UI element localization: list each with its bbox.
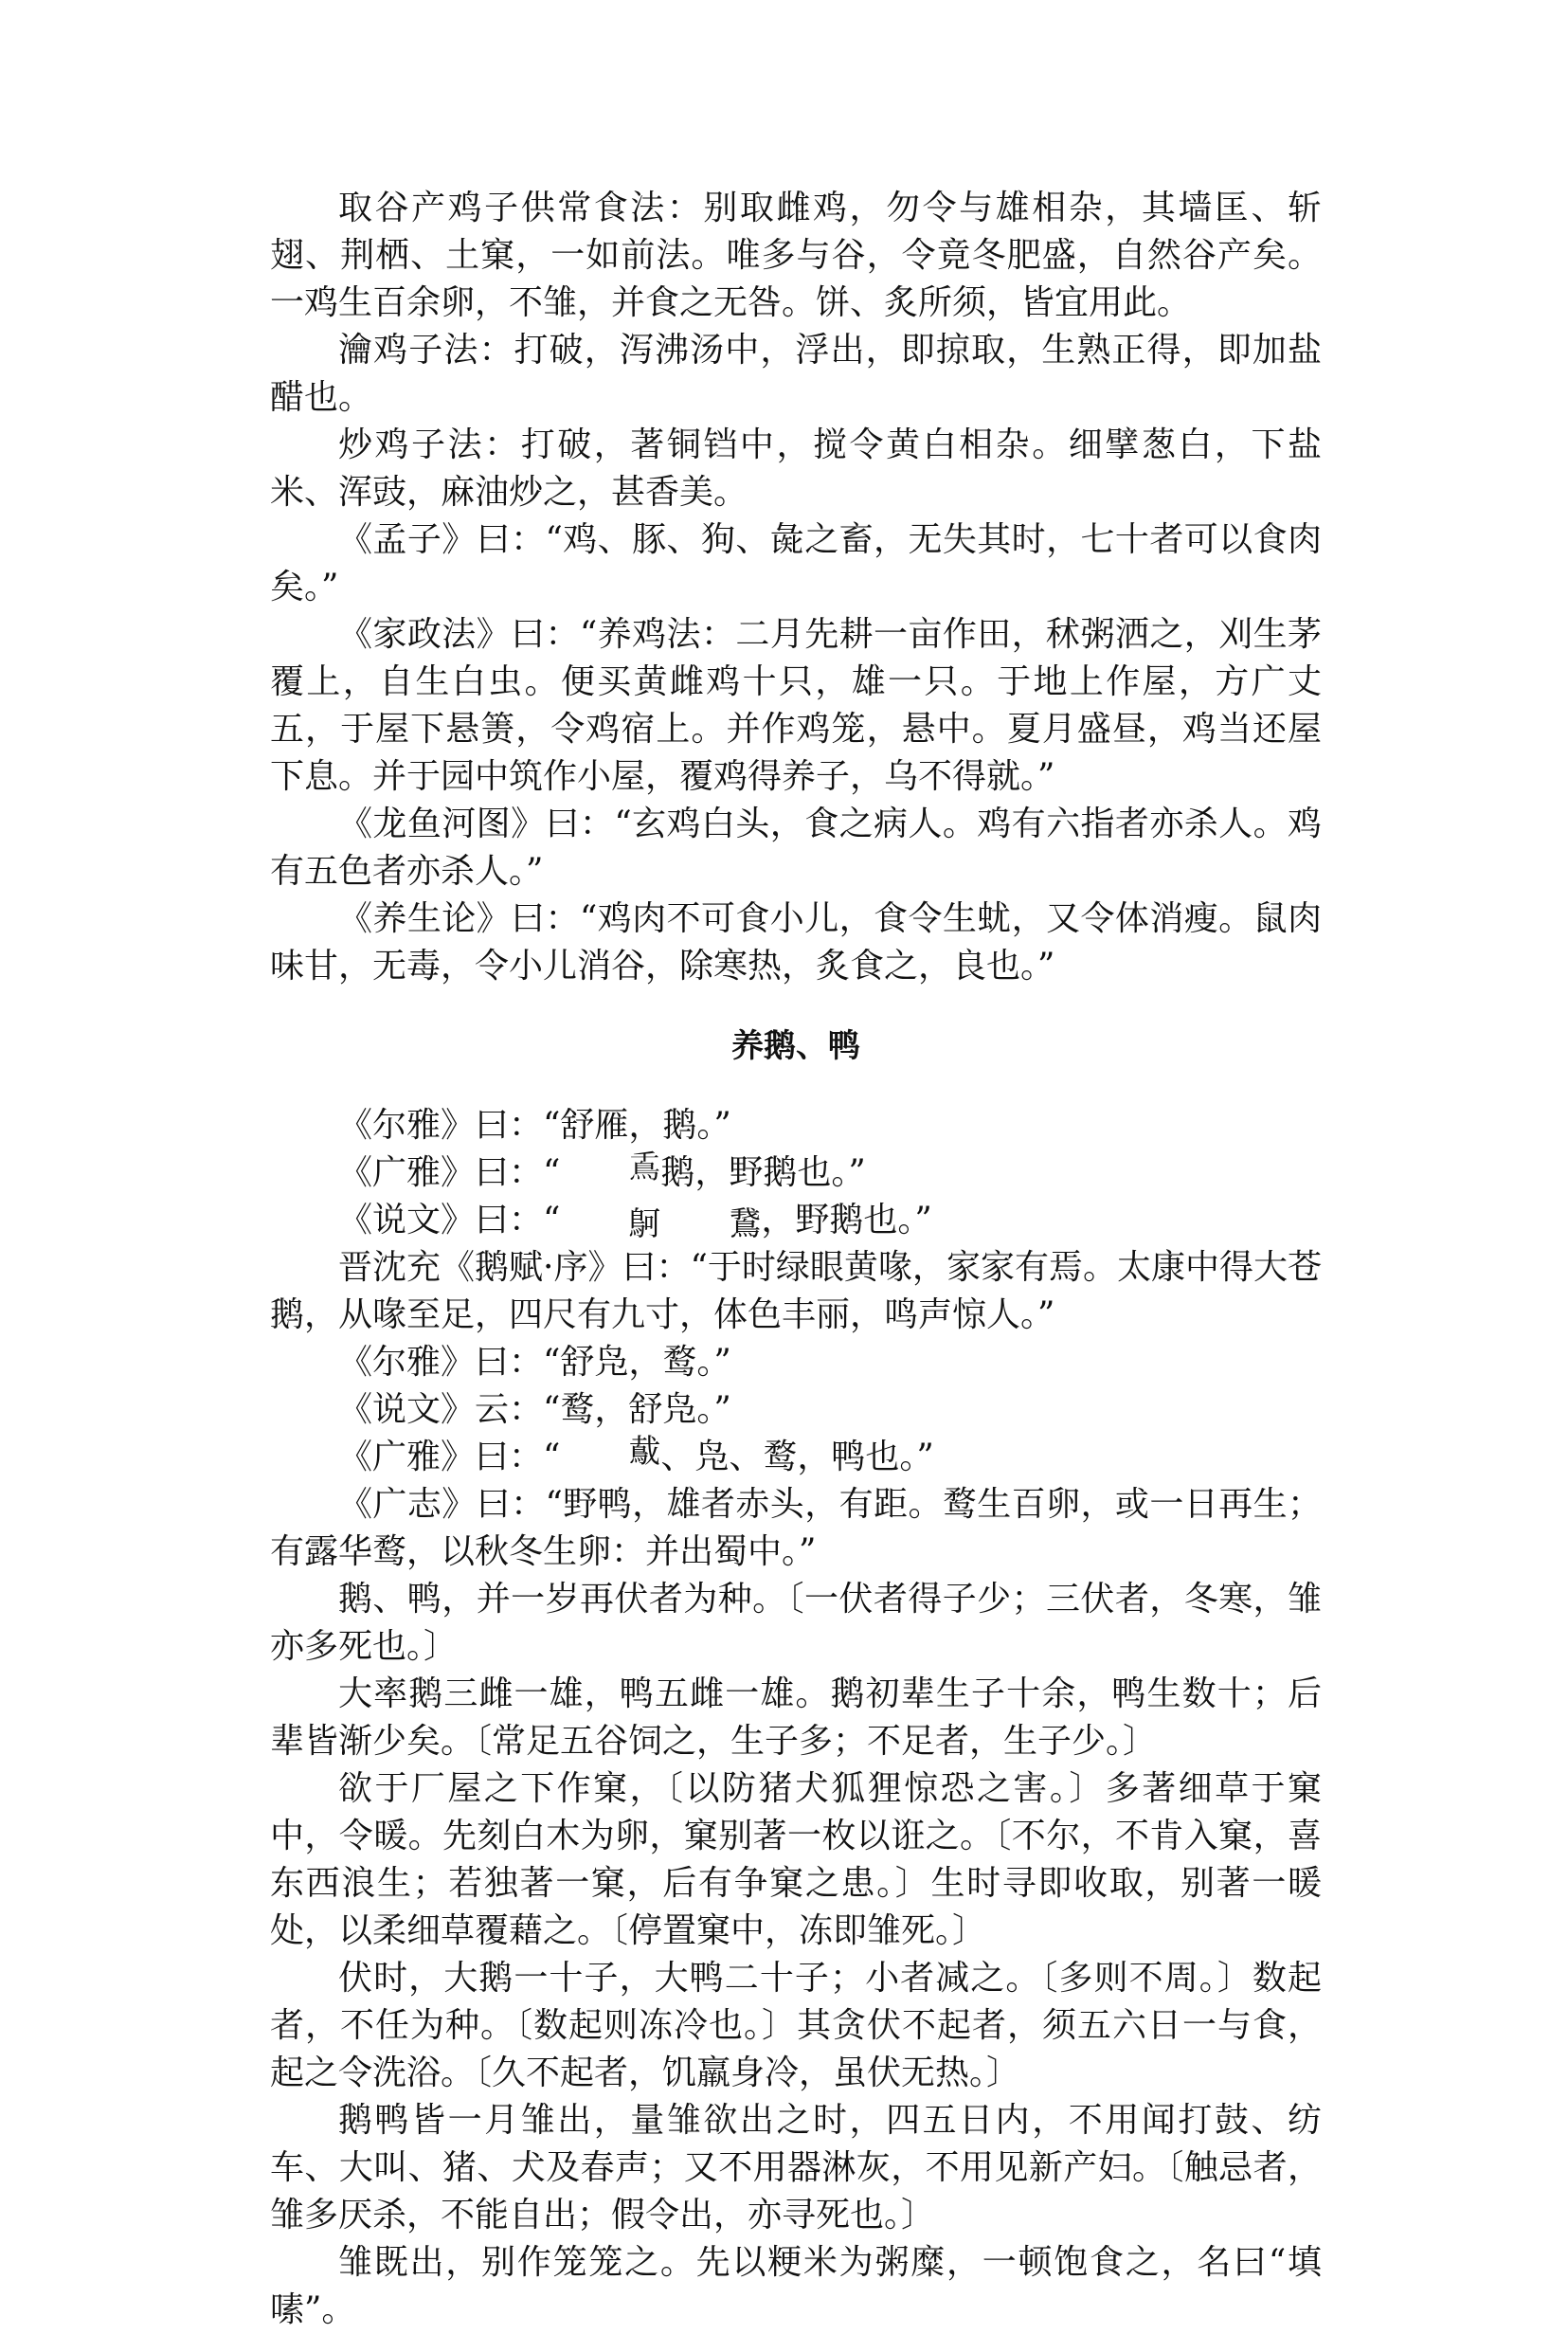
- paragraph-brooding: 伏时，大鹅一十子，大鸭二十子；小者减之。〔多则不周。〕数起者，不任为种。〔数起则冻冷也。〕其贪伏不起者，须五六日一与食，起之令洗浴。〔久不起者，饥羸身冷，虽伏无热。〕: [270, 1959, 1322, 2092]
- quote-intro: 《说文》曰：“: [338, 1201, 561, 1239]
- paragraph-guangzhi-duck: 《广志》曰：“野鸭，雄者赤头，有距。鹜生百卵，或一日再生；有露华鹜，以秋冬生卵：并出蜀中。”: [270, 1485, 1322, 1571]
- section-geese-ducks-text: [270, 1102, 1322, 2334]
- paragraph-ratio: 大率鹅三雌一雄，鸭五雌一雄。鹅初辈生子十余，鸭生数十；后辈皆渐少矣。〔常足五谷饲之，生子多；不足者，生子少。〕: [270, 1674, 1322, 1761]
- paragraph-guangya-duck: [270, 1434, 1322, 1481]
- document-page: [270, 185, 1322, 2334]
- quote-body: ，野鹅也。”: [761, 1201, 932, 1239]
- paragraph-boiled-eggs: 瀹鸡子法：打破，泻沸汤中，浮出，即掠取，生熟正得，即加盐醋也。: [270, 331, 1322, 417]
- paragraph-longyu-hetu-quote: 《龙鱼河图》曰：“玄鸡白头，食之病人。鸡有六指者亦杀人。鸡有五色者亦杀人。”: [270, 805, 1322, 891]
- paragraph-nest: 欲于厂屋之下作窠，〔以防猪犬狐狸惊恐之害。〕多著细草于窠中，令暖。先刻白木为卵，窠别著一枚以诳之。〔不尔，不肯入窠，喜东西浪生；若独著一窠，后有争窠之患。〕生时寻即收取，别著一暖处，以柔细草覆藉之。〔停置窠中，冻即雏死。〕: [270, 1769, 1322, 1950]
- paragraph-shen-chong-goose-fu: 晋沈充《鹅赋·序》曰：“于时绿眼黄喙，家家有焉。太康中得大苍鹅，从喙至足，四尺有九寸，体色丰丽，鸣声惊人。”: [270, 1248, 1322, 1334]
- paragraph-erya-duck: 《尔雅》曰：“舒凫，鹜。”: [338, 1343, 731, 1382]
- paragraph-yangsheng-lun-quote: 《养生论》曰：“鸡肉不可食小儿，食令生蚘，又令体消瘦。鼠肉味甘，无毒，令小儿消谷，除寒热，炙食之，良也。”: [270, 899, 1322, 986]
- paragraph-chick-feeding: 雏既出，别作笼笼之。先以粳米为粥糜，一顿饱食之，名曰“填嗉”。: [270, 2243, 1322, 2329]
- quote-body: 鹅，野鹅也。”: [660, 1153, 866, 1192]
- rare-character: 𩾭: [628, 1149, 661, 1186]
- paragraph-egg-production: 取谷产鸡子供常食法：别取雌鸡，勿令与雄相杂，其墙匡、斩翅、荆栖、土窠，一如前法。唯多与谷，令竟冬肥盛，自然谷产矣。一鸡生百余卵，不雏，并食之无咎。饼、炙所须，皆宜用此。: [270, 189, 1322, 322]
- paragraph-guangya-goose: [270, 1149, 1322, 1197]
- paragraph-shuowen-goose: [270, 1197, 1322, 1244]
- paragraph-jiazhengfa-quote: 《家政法》曰：“养鸡法：二月先耕一亩作田，秫粥洒之，刈生茅覆上，自生白虫。便买黄雌鸡十只，雄一只。于地上作屋，方广丈五，于屋下悬箦，令鸡宿上。并作鸡笼，悬中。夏月盛昼，鸡当还屋下息。并于园中筑作小屋，覆鸡得养子，乌不得就。”: [270, 615, 1322, 796]
- paragraph-shuowen-duck: 《说文》云：“鹜，舒凫。”: [338, 1390, 731, 1429]
- paragraph-fried-eggs: 炒鸡子法：打破，著铜铛中，搅令黄白相杂。细擘葱白，下盐米、浑豉，麻油炒之，甚香美。: [270, 425, 1322, 512]
- quote-body: 、凫、鹜，鸭也。”: [660, 1438, 934, 1476]
- paragraph-breeding-stock: 鹅、鸭，并一岁再伏者为种。〔一伏者得子少；三伏者，冬寒，雏亦多死也。〕: [270, 1580, 1322, 1666]
- section-chicken-text: [270, 185, 1322, 990]
- quote-intro: 《广雅》曰：“: [338, 1153, 561, 1192]
- paragraph-mencius-quote: 《孟子》曰：“鸡、豚、狗、彘之畜，无失其时，七十者可以食肉矣。”: [270, 520, 1322, 606]
- section-title-geese-ducks: 养鹅、鸭: [731, 1027, 860, 1065]
- quote-intro: 《广雅》曰：“: [338, 1438, 561, 1476]
- rare-character: 鵞: [729, 1205, 762, 1243]
- paragraph-hatching: 鹅鸭皆一月雏出，量雏欲出之时，四五日内，不用闻打鼓、纺车、大叫、猪、犬及春声；又不用器淋灰，不用见新产妇。〔触忌者，雏多厌杀，不能自出；假令出，亦寻死也。〕: [270, 2101, 1322, 2234]
- rare-character: 鴚: [628, 1205, 661, 1243]
- paragraph-erya-goose: 《尔雅》曰：“舒雁，鹅。”: [338, 1106, 731, 1145]
- rare-character: 䳒: [628, 1433, 661, 1471]
